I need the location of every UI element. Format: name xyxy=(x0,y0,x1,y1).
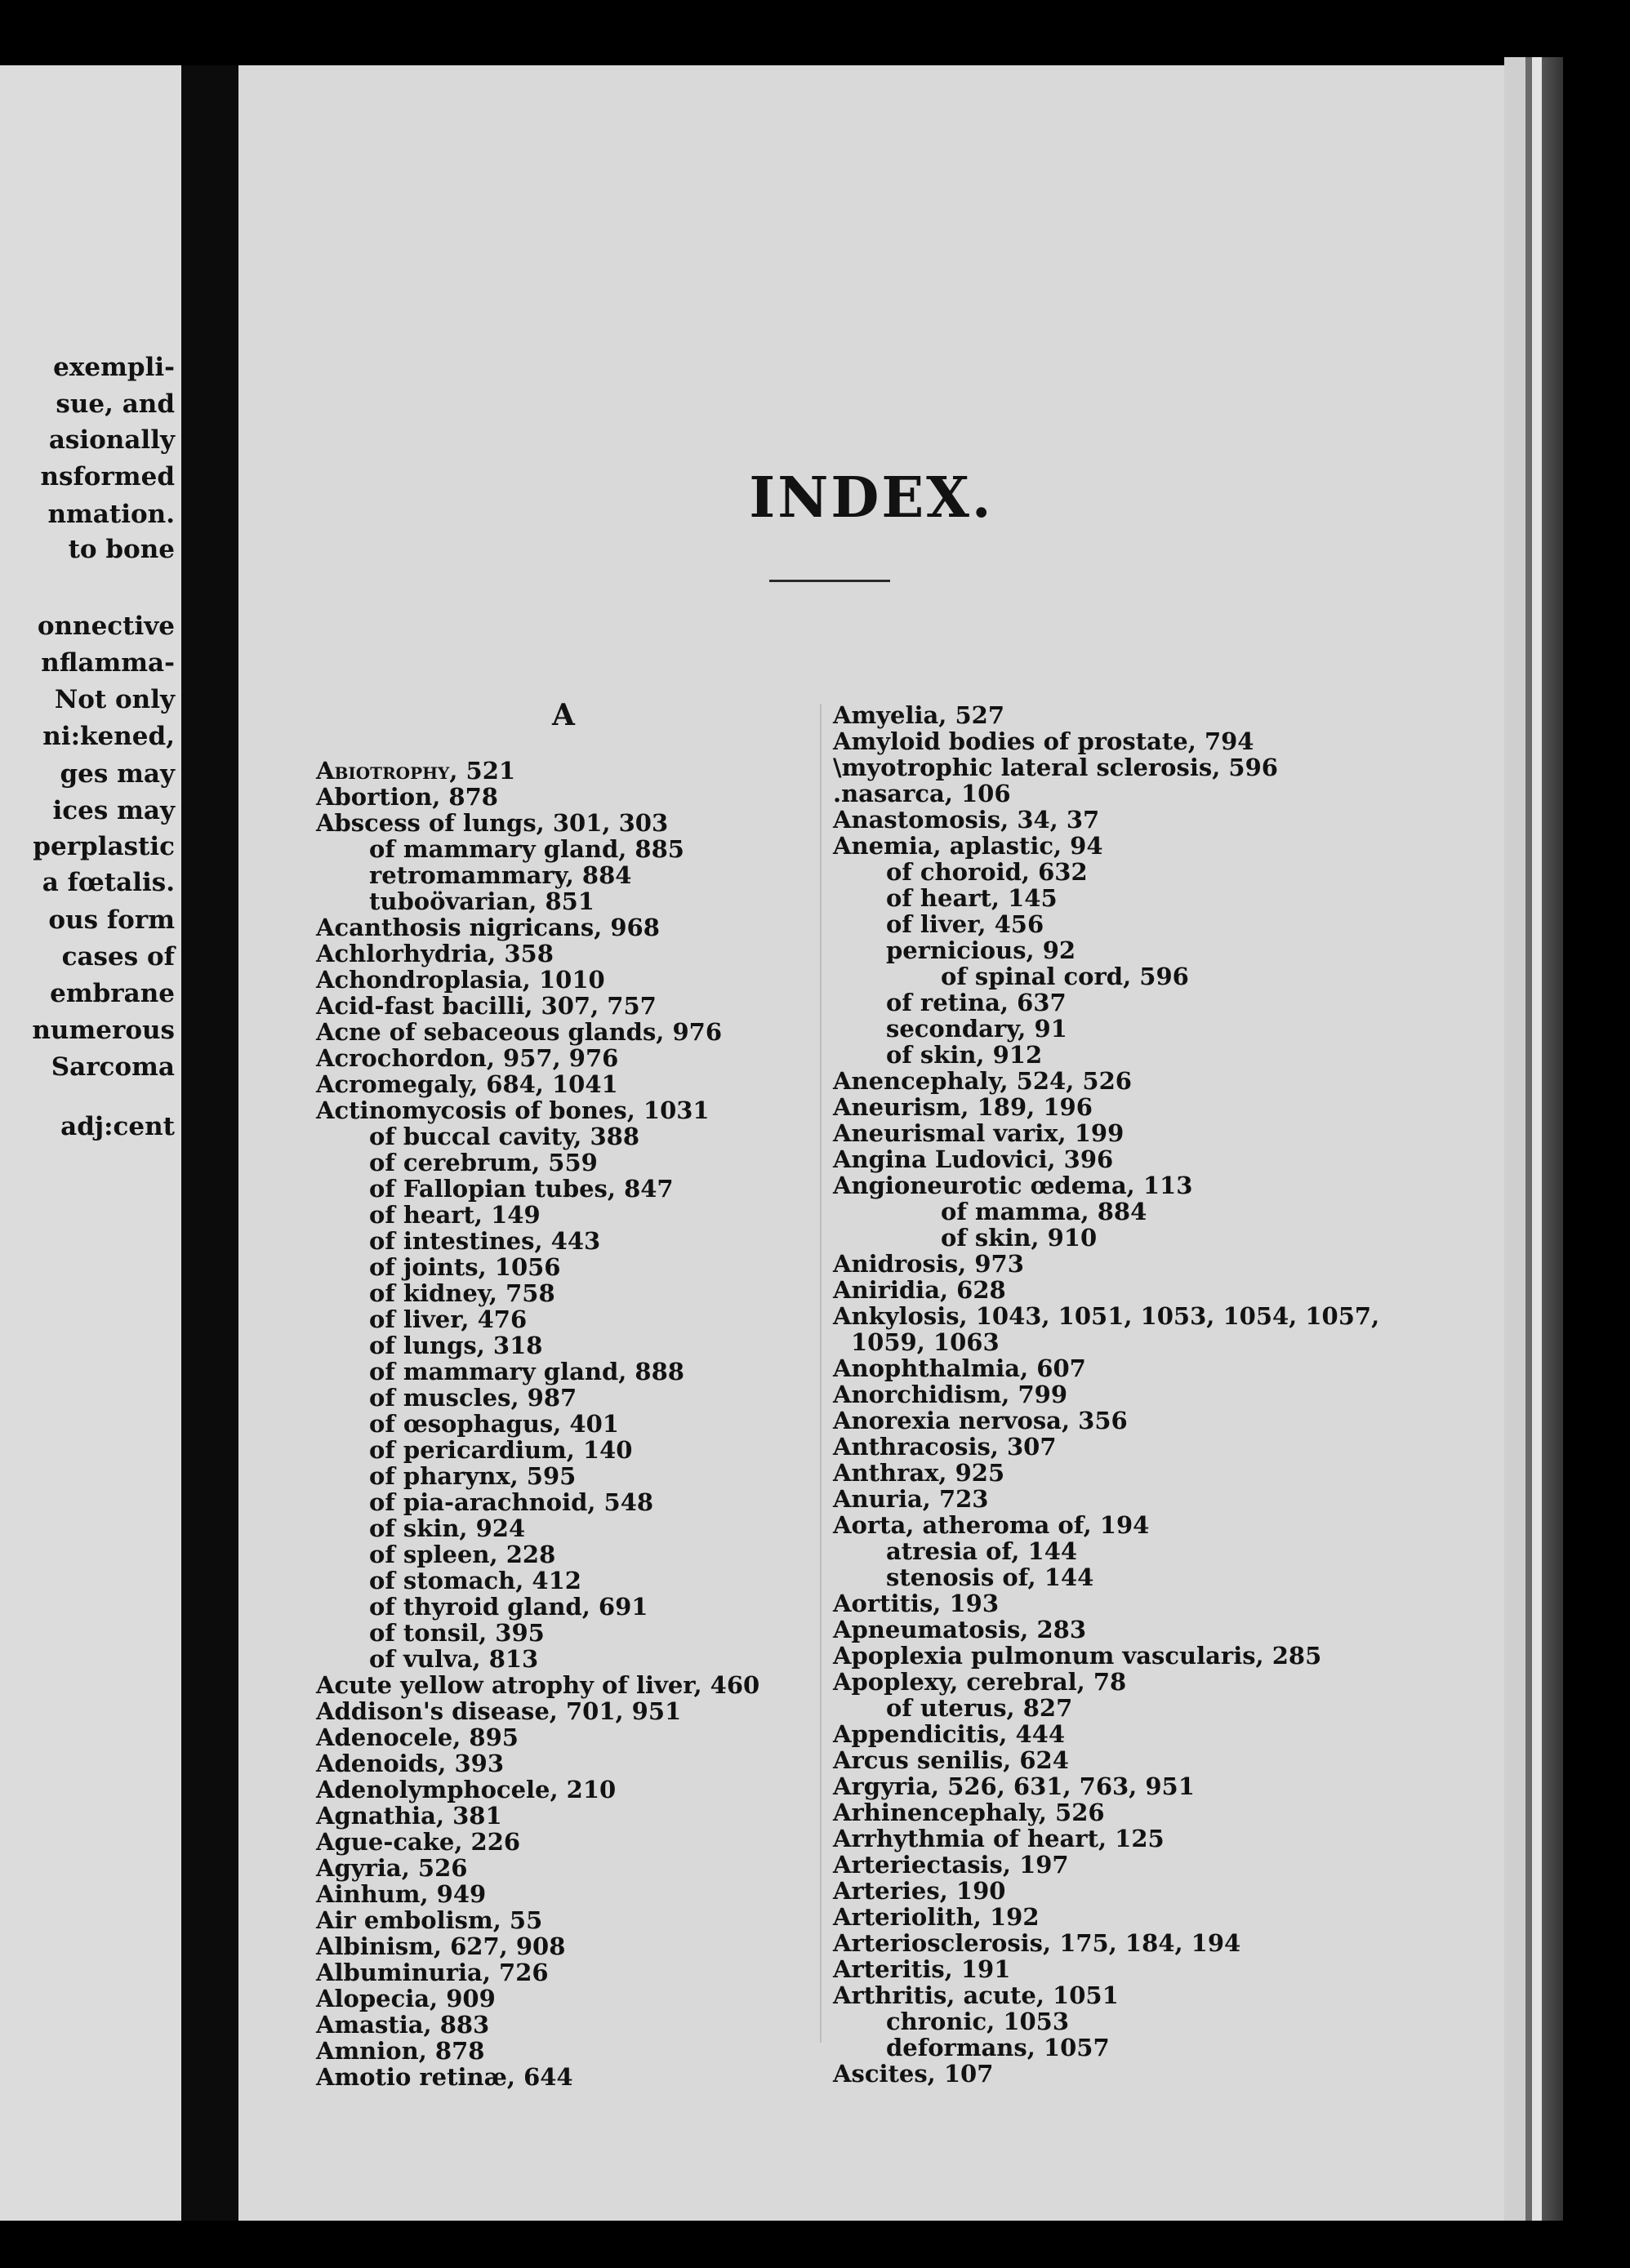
index-entry: Argyria, 526, 631, 763, 951 xyxy=(833,1772,1195,1800)
index-entry: of retina, 637 xyxy=(886,989,1067,1016)
index-entry: Anemia, aplastic, 94 xyxy=(833,832,1103,860)
index-entry: Acid-fast bacilli, 307, 757 xyxy=(316,992,657,1020)
index-entry: Acne of sebaceous glands, 976 xyxy=(316,1018,723,1046)
facing-page-text: cases of xyxy=(61,942,175,972)
index-entry: retromammary, 884 xyxy=(369,861,632,889)
index-entry: chronic, 1053 xyxy=(886,2008,1070,2035)
facing-page-text: ges may xyxy=(60,759,175,789)
index-entry: Ascites, 107 xyxy=(833,2060,994,2088)
index-entry: Abscess of lungs, 301, 303 xyxy=(316,809,669,837)
index-entry: Angina Ludovici, 396 xyxy=(833,1145,1114,1173)
index-entry: Anidrosis, 973 xyxy=(833,1250,1024,1278)
index-entry: tuboövarian, 851 xyxy=(369,887,595,915)
index-entry: Air embolism, 55 xyxy=(316,1906,543,1934)
index-entry: Arcus senilis, 624 xyxy=(833,1746,1069,1774)
index-entry: of spinal cord, 596 xyxy=(941,963,1189,990)
index-entry: Arhinencephaly, 526 xyxy=(833,1799,1105,1826)
book-spine xyxy=(181,65,238,2221)
facing-page-text: adj:cent xyxy=(60,1112,175,1141)
index-entry: Aortitis, 193 xyxy=(833,1590,999,1617)
index-entry: of liver, 476 xyxy=(369,1305,528,1333)
index-entry: Arteries, 190 xyxy=(833,1877,1006,1905)
index-entry: of skin, 912 xyxy=(886,1041,1043,1069)
index-entry: of kidney, 758 xyxy=(369,1279,555,1307)
index-column-left xyxy=(316,758,822,2090)
index-entry: Appendicitis, 444 xyxy=(833,1720,1066,1748)
index-entry: Acute yellow atrophy of liver, 460 xyxy=(316,1671,760,1699)
index-entry: Arteriolith, 192 xyxy=(833,1903,1040,1931)
index-entry: Amyloid bodies of prostate, 794 xyxy=(833,727,1254,755)
index-entry: Amastia, 883 xyxy=(316,2011,490,2039)
index-entry: stenosis of, 144 xyxy=(886,1563,1094,1591)
index-entry: of intestines, 443 xyxy=(369,1227,601,1255)
facing-page-text: ices may xyxy=(52,796,175,825)
index-entry: Albinism, 627, 908 xyxy=(316,1932,566,1960)
index-entry: Achondroplasia, 1010 xyxy=(316,966,605,994)
index-entry: Ankylosis, 1043, 1051, 1053, 1054, 1057, xyxy=(833,1302,1380,1330)
facing-page-text: sue, and xyxy=(56,389,175,419)
facing-page-text: to bone xyxy=(68,535,175,564)
index-entry: Anuria, 723 xyxy=(833,1485,989,1513)
index-entry: \myotrophic lateral sclerosis, 596 xyxy=(833,754,1278,781)
index-entry: of mammary gland, 885 xyxy=(369,835,684,863)
facing-page-text: Sarcoma xyxy=(51,1052,175,1082)
index-entry: Amotio retinæ, 644 xyxy=(316,2063,573,2091)
index-entry: of skin, 924 xyxy=(369,1514,526,1542)
index-entry: of lungs, 318 xyxy=(369,1332,543,1359)
page-title: INDEX. xyxy=(749,465,994,531)
index-entry: Aneurism, 189, 196 xyxy=(833,1093,1093,1121)
index-entry: Arteriosclerosis, 175, 184, 194 xyxy=(833,1929,1241,1957)
index-entry: Angioneurotic œdema, 113 xyxy=(833,1172,1193,1199)
index-entry: of vulva, 813 xyxy=(369,1645,539,1673)
facing-page-text: Not only xyxy=(54,685,175,714)
index-entry: Addison's disease, 701, 951 xyxy=(316,1697,682,1725)
index-entry: Arrhythmia of heart, 125 xyxy=(833,1825,1165,1852)
title-rule xyxy=(769,580,890,582)
index-entry: of muscles, 987 xyxy=(369,1384,577,1412)
index-entry: of thyroid gland, 691 xyxy=(369,1593,648,1621)
index-entry: Alopecia, 909 xyxy=(316,1985,496,2012)
index-entry: Agyria, 526 xyxy=(316,1854,468,1882)
index-entry: Anthracosis, 307 xyxy=(833,1433,1057,1461)
index-entry: Anorchidism, 799 xyxy=(833,1381,1067,1408)
index-entry: of liver, 456 xyxy=(886,910,1044,938)
index-entry: of heart, 149 xyxy=(369,1201,541,1229)
index-page xyxy=(238,65,1504,2221)
index-entry: of uterus, 827 xyxy=(886,1694,1073,1722)
section-letter: A xyxy=(552,698,575,732)
facing-page-text: a fœtalis. xyxy=(42,868,175,897)
facing-page-text: nsformed xyxy=(40,462,175,491)
index-entry: Anorexia nervosa, 356 xyxy=(833,1407,1128,1434)
index-entry: of mamma, 884 xyxy=(941,1198,1147,1225)
index-entry: Adenoids, 393 xyxy=(316,1750,505,1777)
index-entry: Acanthosis nigricans, 968 xyxy=(316,914,660,941)
index-entry: of buccal cavity, 388 xyxy=(369,1123,640,1150)
index-entry: of stomach, 412 xyxy=(369,1567,581,1594)
facing-page-text: perplastic xyxy=(33,832,175,861)
facing-page-text: exempli- xyxy=(53,353,175,382)
page-edge xyxy=(1504,57,1563,2221)
index-entry: Aneurismal varix, 199 xyxy=(833,1119,1125,1147)
index-entry: Abortion, 878 xyxy=(316,783,498,811)
facing-page-text: ni:kened, xyxy=(42,722,175,751)
index-entry: Adenocele, 895 xyxy=(316,1723,519,1751)
index-entry: Ague-cake, 226 xyxy=(316,1828,521,1856)
index-entry: Amyelia, 527 xyxy=(833,701,1005,729)
index-entry: Arthritis, acute, 1051 xyxy=(833,1981,1119,2009)
facing-page-text: asionally xyxy=(48,425,175,455)
index-column-right xyxy=(833,702,1486,2087)
index-entry: Aniridia, 628 xyxy=(833,1276,1006,1304)
index-entry: Anastomosis, 34, 37 xyxy=(833,806,1100,834)
index-entry: Arteritis, 191 xyxy=(833,1955,1011,1983)
index-entry: Anencephaly, 524, 526 xyxy=(833,1067,1132,1095)
index-entry: Amnion, 878 xyxy=(316,2037,485,2065)
index-entry: of mammary gland, 888 xyxy=(369,1358,684,1385)
index-entry: Arteriectasis, 197 xyxy=(833,1851,1069,1879)
index-entry: Adenolymphocele, 210 xyxy=(316,1776,617,1803)
index-entry: Albuminuria, 726 xyxy=(316,1959,549,1986)
index-entry: of spleen, 228 xyxy=(369,1541,556,1568)
index-entry: Ainhum, 949 xyxy=(316,1880,487,1908)
index-entry: Apoplexy, cerebral, 78 xyxy=(833,1668,1127,1696)
index-entry: of skin, 910 xyxy=(941,1224,1098,1252)
index-entry: Actinomycosis of bones, 1031 xyxy=(316,1096,710,1124)
index-entry: Apoplexia pulmonum vascularis, 285 xyxy=(833,1642,1322,1670)
index-entry: of tonsil, 395 xyxy=(369,1619,545,1647)
index-entry: Aorta, atheroma of, 194 xyxy=(833,1511,1150,1539)
index-entry: Acromegaly, 684, 1041 xyxy=(316,1070,618,1098)
index-entry: .nasarca, 106 xyxy=(833,780,1011,807)
index-entry: of pia-arachnoid, 548 xyxy=(369,1488,654,1516)
index-entry: of Fallopian tubes, 847 xyxy=(369,1175,674,1203)
facing-page-text: nmation. xyxy=(47,500,175,529)
index-entry: Apneumatosis, 283 xyxy=(833,1616,1087,1643)
facing-page-text: embrane xyxy=(50,979,175,1008)
index-entry: of pericardium, 140 xyxy=(369,1436,633,1464)
index-entry: of heart, 145 xyxy=(886,884,1058,912)
index-entry: Anthrax, 925 xyxy=(833,1459,1005,1487)
index-entry: secondary, 91 xyxy=(886,1015,1067,1043)
index-entry: of pharynx, 595 xyxy=(369,1462,577,1490)
index-entry: of œsophagus, 401 xyxy=(369,1410,619,1438)
index-entry: Acrochordon, 957, 976 xyxy=(316,1044,619,1072)
index-entry: deformans, 1057 xyxy=(886,2034,1110,2061)
facing-page-text: numerous xyxy=(32,1016,175,1045)
index-entry: Anophthalmia, 607 xyxy=(833,1354,1086,1382)
index-entry: Agnathia, 381 xyxy=(316,1802,502,1830)
index-entry: of joints, 1056 xyxy=(369,1253,561,1281)
index-entry: 1059, 1063 xyxy=(851,1328,1000,1356)
facing-page-text: nflamma- xyxy=(41,648,175,678)
facing-page-text: ous form xyxy=(48,905,175,935)
index-entry: Abiotrophy, 521 xyxy=(316,757,516,785)
facing-page-text: onnective xyxy=(37,611,175,641)
index-entry: of cerebrum, 559 xyxy=(369,1149,598,1176)
index-entry: of choroid, 632 xyxy=(886,858,1088,886)
facing-page-fragment xyxy=(0,65,181,2221)
index-entry: Achlorhydria, 358 xyxy=(316,940,554,967)
index-entry: pernicious, 92 xyxy=(886,936,1076,964)
index-entry: atresia of, 144 xyxy=(886,1537,1078,1565)
